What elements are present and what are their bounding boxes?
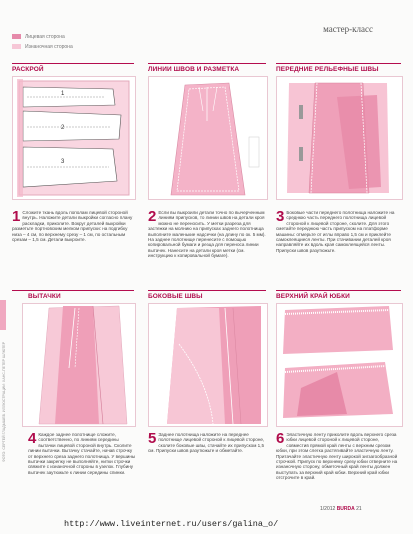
section-title-side: БОКОВЫЕ ШВЫ: [148, 293, 203, 300]
illustration-front-seams: [276, 76, 403, 200]
photo-credit-text: ФОТО: СЕРГЕЙ ГЛАДЫШЕВ. ИЛЛЮСТРАЦИИ: ХАНС-ПЕТЕР ШЛЮТЕР: [2, 341, 6, 462]
pattern-number-1: 1: [61, 91, 65, 97]
step-number: 1: [12, 208, 21, 225]
brand-name: BURDA: [336, 506, 355, 512]
step-5-text: [148, 432, 268, 454]
pattern-number-3: 3: [61, 159, 65, 165]
legend-swatch-face: [12, 34, 21, 39]
illustration-cutting: [12, 76, 136, 200]
front-seams-drawing: [277, 77, 402, 199]
step-6-text: [276, 432, 401, 481]
step-instruction: Каждое заднее полотнище сложите, соответственно, по линиям середины вытачки лицевой стороной внутрь. Сколите линии вытачки. Вытачку стачайте, начав строчку от верхнего среза заднего полотнища. У вершины вытачки закрепку не выполняйте, нитки строчки свяжите с изнаночной стороны в узелок. Глубину вытачек заутюжьте к линии середины спинки.: [28, 432, 136, 475]
illustration-seam-lines: [148, 76, 268, 200]
step-instruction: Сложите ткань вдоль пополам лицевой стороной внутрь. Наложите детали выкройки согласно плану раскладки, приколите. Вокруг деталей выкройки разметьте портновским мелком припуски: на подгибку низа – 4 см, по верхнему срезу – 1 см, по остальным срезам – 1,5 см. Детали выкроите.: [12, 210, 133, 243]
top-edge-drawing: [277, 304, 402, 426]
step-number: 2: [148, 208, 157, 225]
legend-label-back: Изнаночная сторона: [25, 43, 73, 50]
step-2-text: [148, 210, 268, 259]
section-rule: [12, 63, 134, 64]
color-legend: [12, 32, 92, 52]
step-instruction: Эластичную ленту приколите вдоль верхнего среза юбки лицевой стороной к лицевой стороне, совместив прямой край ленты с верхним срезом юбки, при этом слегка растягивайте эластичную ленту. Притачайте эластичную ленту широкой зигзагообразной строчкой. Припуск по верхнему срезу юбки отверните на изнаночную сторону, обметочный край ленты должен выступать за верхний край юбки. Верхний край юбки отстрочите в край.: [276, 432, 398, 481]
step-number: 5: [148, 430, 157, 447]
side-seams-drawing: [149, 304, 267, 426]
section-title-front: ПЕРЕДНИЕ РЕЛЬЕФНЫЕ ШВЫ: [276, 66, 379, 73]
source-watermark: http://www.liveinternet.ru/users/galina_o/: [64, 519, 279, 529]
legend-swatch-back: [12, 44, 21, 49]
section-rule: [276, 290, 401, 291]
section-rule: [148, 63, 266, 64]
section-rule: [148, 290, 266, 291]
illustration-top-edge: [276, 303, 403, 427]
pattern-number-2: 2: [61, 125, 65, 131]
step-number: 3: [276, 208, 285, 225]
section-rule: [12, 290, 134, 291]
legend-item-face: [12, 32, 92, 41]
step-instruction: Боковые части переднего полотнища наложите на среднюю часть переднего полотнища лицевой стороной к лицевой стороне, сколите. Для этого сметайте переднюю часть припуском на платформе машины: отмерьте от иглы вправо 1,5 см и приклейте самоклеящиеся ленты. При стачивании деталей кроя направляйте их вдоль края самоклеящейся ленты. Припуски швов разутюжьте.: [276, 210, 395, 253]
section-rule: [276, 63, 401, 64]
section-title-cut: РАСКРОЙ: [12, 66, 44, 73]
step-instruction: Заднее полотнища наложите на переднее полотнище лицевой стороной к лицевой стороне, сколите боковые швы, стачайте их припуском 1,5 см. Припуски швов разутюжьте и обметайте.: [148, 432, 265, 454]
cutting-layout-drawing: [13, 77, 135, 199]
section-title-seams: ЛИНИИ ШВОВ И РАЗМЕТКА: [148, 66, 240, 73]
page-footer: [320, 506, 362, 512]
step-instruction: Если вы выкроили детали точно по вычерченным линиям припусков, то линии швов на детали кроя можно не переносить. У метки разреза для застежки на молнию на припусках заднего полотнища выполните маленькие надсечки (на длину по ок. 5 мм). На заднее полотнище перенесите с помощью копировальной бумаги и резца для переноса линии вытачек. Нанесите на детали кроя метки (см. инструкцию к копировальной бумаге).: [148, 210, 266, 259]
step-4-text: [28, 432, 136, 475]
master-class-heading: мастер-класс: [323, 24, 373, 34]
section-title-darts: ВЫТАЧКИ: [28, 293, 61, 300]
darts-drawing: [23, 304, 135, 426]
step-number: 4: [28, 430, 37, 447]
step-number: 6: [276, 430, 285, 447]
page-number: 21: [356, 506, 362, 512]
legend-label-face: Лицевая сторона: [25, 33, 65, 40]
legend-item-back: [12, 42, 92, 51]
illustration-darts: [22, 303, 136, 427]
issue-number: 1/2012: [320, 506, 336, 512]
seam-lines-drawing: [149, 77, 267, 199]
section-title-top: ВЕРХНИЙ КРАЙ ЮБКИ: [276, 293, 350, 300]
photo-credit: [2, 292, 10, 462]
step-1-text: [12, 210, 137, 242]
step-3-text: [276, 210, 401, 253]
illustration-side-seams: [148, 303, 268, 427]
